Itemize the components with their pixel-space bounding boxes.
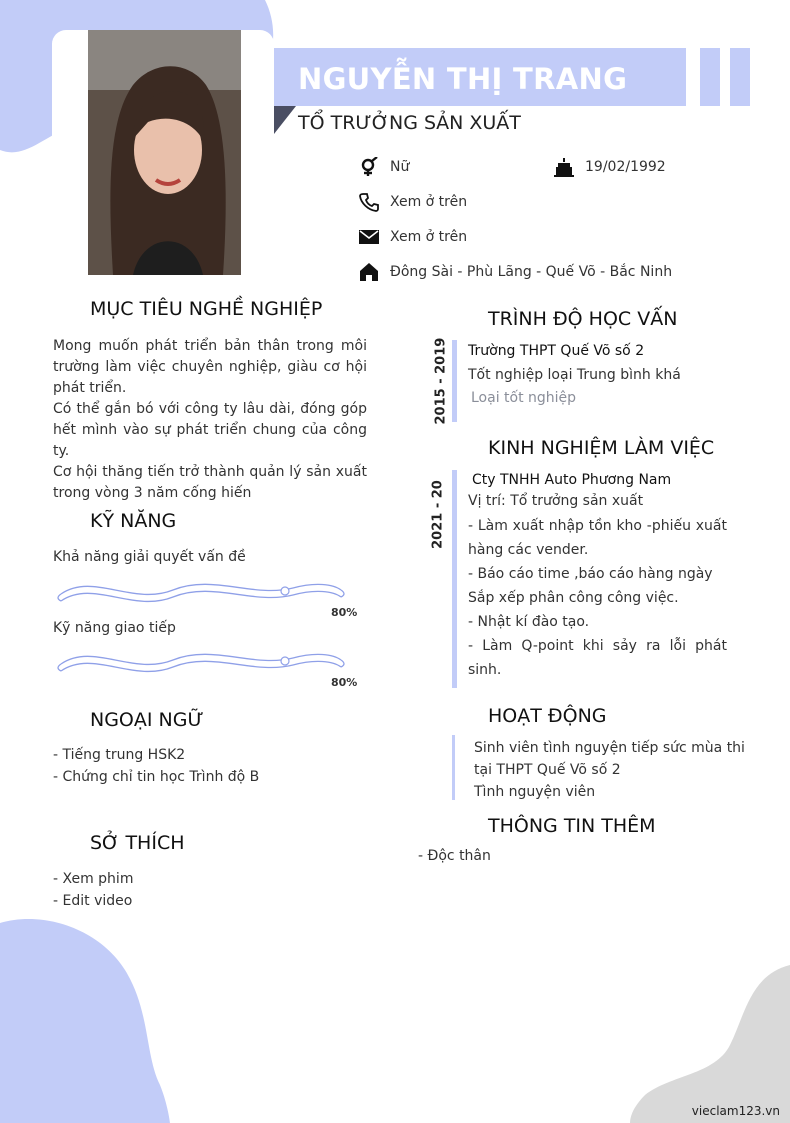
site-watermark: vieclam123.vn	[691, 1104, 780, 1118]
skills-title: KỸ NĂNG	[90, 510, 177, 532]
accent-bar-1	[700, 48, 720, 106]
activities-list	[474, 737, 754, 803]
education-period: 2015 - 2019	[433, 337, 449, 425]
hobbies-title: SỞ THÍCH	[90, 832, 185, 854]
education-grade-label: Loại tốt nghiệp	[471, 390, 577, 406]
birthday-cake-icon	[553, 157, 575, 177]
languages-list	[53, 744, 259, 788]
objective-line: Cơ hội thăng tiến trở thành quản lý sản xuất trong vòng 3 năm cống hiến	[53, 464, 367, 501]
email-icon	[358, 227, 380, 247]
experience-position: Vị trí: Tổ trưởng sản xuất	[468, 493, 644, 509]
skill-marker	[281, 657, 289, 665]
skill-label: Kỹ năng giao tiếp	[53, 620, 176, 636]
experience-line: Sắp xếp phân công công việc.	[468, 590, 679, 606]
job-title-corner	[274, 106, 296, 134]
email-row	[358, 227, 467, 247]
skill-bar	[53, 646, 348, 676]
skill-bar	[53, 576, 348, 606]
education-result: Tốt nghiệp loại Trung bình khá	[468, 367, 681, 383]
objective-title: MỤC TIÊU NGHỀ NGHIỆP	[90, 298, 323, 320]
education-school: Trường THPT Quế Võ số 2	[468, 343, 645, 359]
experience-line: - Nhật kí đào tạo.	[468, 614, 590, 630]
activity-line: Sinh viên tình nguyện tiếp sức mùa thi tại THPT Quế Võ số 2	[474, 740, 745, 778]
skill-percent: 80%	[331, 606, 358, 619]
phone-icon	[358, 192, 380, 212]
education-title: TRÌNH ĐỘ HỌC VẤN	[488, 308, 678, 330]
objective-line: Mong muốn phát triển bản thân trong môi trường làm việc chuyên nghiệp, giàu cơ hội phát triển.	[53, 338, 367, 396]
email-value: Xem ở trên	[390, 229, 468, 245]
birthday-value: 19/02/1992	[585, 159, 666, 175]
skill-percent: 80%	[331, 676, 358, 689]
accent-bar-2	[730, 48, 750, 106]
bottom-left-blob	[0, 915, 180, 1123]
phone-row	[358, 192, 467, 212]
phone-value: Xem ở trên	[390, 194, 468, 210]
activity-line: Tình nguyện viên	[474, 784, 596, 800]
hobby-item: - Xem phim	[53, 871, 134, 887]
address-value: Đông Sài - Phù Lãng - Quế Võ - Bắc Ninh	[390, 264, 673, 280]
experience-line: - Làm xuất nhập tồn kho -phiếu xuất hàng các vender.	[468, 518, 727, 558]
gender-row	[358, 157, 409, 177]
skill-marker	[281, 587, 289, 595]
skill-label: Khả năng giải quyết vấn đề	[53, 549, 246, 565]
birthday-row	[553, 157, 666, 177]
education-bar	[452, 340, 457, 422]
gender-icon	[358, 157, 380, 177]
activities-bar	[452, 735, 455, 800]
extra-info-title: THÔNG TIN THÊM	[488, 815, 656, 837]
hobbies-list	[53, 868, 133, 912]
extra-info-text: - Độc thân	[418, 848, 491, 864]
profile-photo	[88, 30, 241, 275]
experience-line: - Làm Q-point khi sảy ra lỗi phát sinh.	[468, 638, 727, 678]
experience-company: Cty TNHH Auto Phương Nam	[472, 472, 672, 488]
experience-title: KINH NGHIỆM LÀM VIỆC	[488, 437, 715, 459]
objective-line: Có thể gắn bó với công ty lâu dài, đóng góp hết mình vào sự phát triển chung của công ty.	[53, 401, 367, 459]
address-row	[358, 262, 672, 282]
home-icon	[358, 262, 380, 282]
experience-line: - Báo cáo time ,báo cáo hàng ngày	[468, 566, 713, 582]
hobby-item: - Edit video	[53, 893, 133, 909]
job-title: TỔ TRƯỞNG SẢN XUẤT	[298, 112, 521, 134]
experience-period: 2021 - 20	[430, 480, 446, 549]
gender-value: Nữ	[390, 159, 410, 175]
experience-details	[468, 514, 727, 682]
activities-title: HOẠT ĐỘNG	[488, 705, 607, 727]
experience-bar	[452, 470, 457, 688]
languages-title: NGOẠI NGỮ	[90, 709, 204, 731]
language-item: - Tiếng trung HSK2	[53, 747, 186, 763]
candidate-name: NGUYỄN THỊ TRANG	[298, 62, 628, 96]
language-item: - Chứng chỉ tin học Trình độ B	[53, 769, 260, 785]
bottom-right-blob	[630, 965, 790, 1123]
objective-text	[53, 336, 367, 504]
